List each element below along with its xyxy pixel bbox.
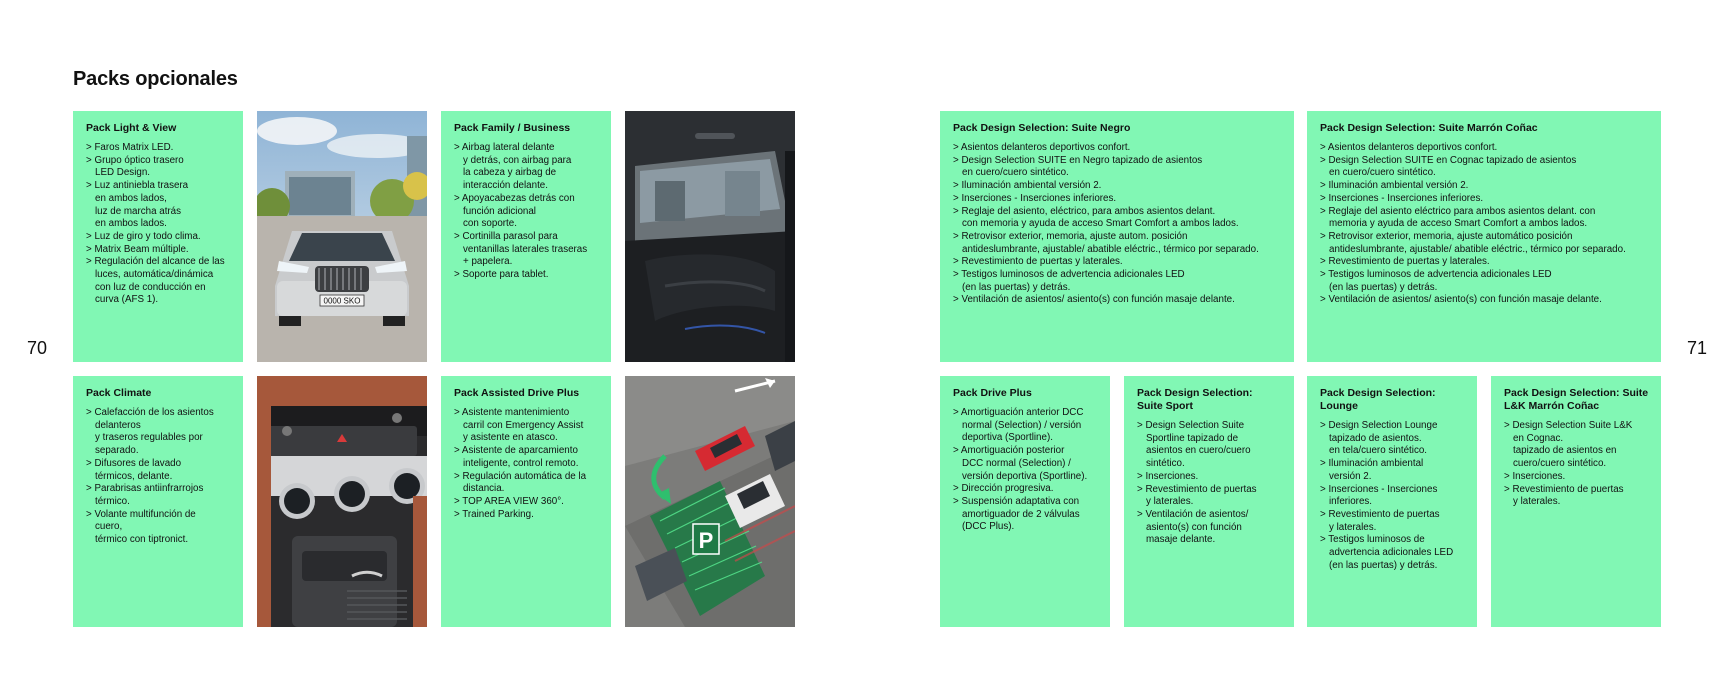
pack-title: Pack Light & View [86, 122, 177, 134]
pack-title: Pack Assisted Drive Plus [454, 387, 580, 399]
pack-feature-item: > Suspensión adaptativa con amortiguador de 2 válvulas (DCC Plus). [953, 496, 1100, 534]
pack-title: Pack Design Selection: Suite Negro [953, 122, 1131, 134]
pack-feature-item: > Reglaje del asiento eléctrico para ambos asientos delant. con memoria y ayuda de acceso Smart Comfort a ambos lados. [1320, 206, 1651, 231]
parking-sign: P [698, 528, 714, 553]
pack-feature-item: > Cortinilla parasol para ventanillas laterales traseras + papelera. [454, 231, 601, 269]
pack-feature-item: > Volante multifunción de cuero, térmico con tiptronict. [86, 509, 233, 547]
pack-feature-item: > Faros Matrix LED. [86, 142, 233, 155]
pack-feature-item: > Iluminación ambiental versión 2. [1320, 458, 1467, 483]
pack-feature-item: > Inserciones. [1504, 471, 1651, 484]
pack-feature-item: > Trained Parking. [454, 509, 601, 522]
license-plate: 0000 SKO [323, 296, 361, 306]
pack-suite-marron-conac [1307, 111, 1661, 362]
pack-feature-item: > Design Selection Lounge tapizado de asientos. en tela/cuero sintético. [1320, 420, 1467, 458]
pack-feature-item: > Retrovisor exterior, memoria, ajuste autom. posición antideslumbrante, ajustable/ abatible eléctric., térmico por separado. [953, 231, 1284, 256]
pack-feature-item: > Testigos luminosos de advertencia adicionales LED (en las puertas) y detrás. [1320, 269, 1651, 294]
pack-title: Pack Design Selection: Suite Sport [1137, 387, 1253, 412]
pack-light-view [73, 111, 243, 362]
page-number-left: 70 [27, 338, 48, 358]
pack-feature-item: > Revestimiento de puertas y laterales. [1137, 484, 1284, 509]
pack-feature-item: > Inserciones - Inserciones inferiores. [953, 193, 1284, 206]
pack-feature-list [1320, 420, 1467, 572]
pack-title: Pack Design Selection: Lounge [1320, 387, 1436, 412]
pack-feature-item: > Matrix Beam múltiple. [86, 244, 233, 257]
page-title: Packs opcionales [73, 68, 238, 90]
climate-controls-photo [257, 376, 427, 627]
pack-lounge [1307, 376, 1477, 627]
pack-feature-item: > Asistente de aparcamiento inteligente, control remoto. [454, 445, 601, 470]
pack-feature-item: > Revestimiento de puertas y laterales. [1504, 484, 1651, 509]
pack-feature-list [953, 142, 1284, 307]
pack-feature-item: > Regulación automática de la distancia. [454, 471, 601, 496]
pack-title: Pack Design Selection: Suite L&K Marrón Coñac [1504, 387, 1649, 412]
pack-feature-item: > Luz de giro y todo clima. [86, 231, 233, 244]
pack-feature-item: > Airbag lateral delante y detrás, con airbag para la cabeza y airbag de interacción delante. [454, 142, 601, 193]
pack-feature-item: > Design Selection Suite L&K en Cognac. tapizado de asientos en cuero/cuero sintético. [1504, 420, 1651, 471]
pack-feature-list [454, 407, 601, 521]
pack-feature-item: > Calefacción de los asientos delanteros y traseros regulables por separado. [86, 407, 233, 458]
pack-feature-item: > Apoyacabezas detrás con función adicional con soporte. [454, 193, 601, 231]
pack-feature-item: > Inserciones - Inserciones inferiores. [1320, 484, 1467, 509]
pack-feature-item: > Regulación del alcance de las luces, automática/dinámica con luz de conducción en curva (AFS 1). [86, 256, 233, 307]
pack-feature-item: > Asistente mantenimiento carril con Emergency Assist y asistente en atasco. [454, 407, 601, 445]
pack-feature-list [86, 142, 233, 307]
pack-feature-list [86, 407, 233, 547]
pack-feature-list [953, 407, 1100, 534]
page-number-right: 71 [1687, 338, 1708, 358]
pack-feature-item: > Testigos luminosos de advertencia adicionales LED (en las puertas) y detrás. [1320, 534, 1467, 572]
pack-drive-plus [940, 376, 1110, 627]
pack-feature-item: > Ventilación de asientos/ asiento(s) con función masaje delante. [1137, 509, 1284, 547]
pack-feature-item: > Design Selection SUITE en Negro tapizado de asientos en cuero/cuero sintético. [953, 155, 1284, 180]
pack-feature-item: > Revestimiento de puertas y laterales. [1320, 256, 1651, 269]
pack-title: Pack Design Selection: Suite Marrón Coñac [1320, 122, 1538, 134]
pack-feature-item: > Iluminación ambiental versión 2. [953, 180, 1284, 193]
parking-assist-photo [625, 376, 795, 627]
pack-feature-item: > Testigos luminosos de advertencia adicionales LED (en las puertas) y detrás. [953, 269, 1284, 294]
pack-title: Pack Climate [86, 387, 152, 399]
pack-feature-item: > Retrovisor exterior, memoria, ajuste automático posición antideslumbrante, ajustable/ abatible eléctric., térmico por separado. [1320, 231, 1651, 256]
pack-feature-item: > TOP AREA VIEW 360°. [454, 496, 601, 509]
pack-feature-item: > Difusores de lavado térmicos, delante. [86, 458, 233, 483]
pack-title: Pack Family / Business [454, 122, 571, 134]
pack-feature-item: > Ventilación de asientos/ asiento(s) con función masaje delante. [1320, 294, 1651, 307]
pack-feature-item: > Parabrisas antiinfrarrojos térmico. [86, 483, 233, 508]
pack-feature-item: > Asientos delanteros deportivos confort. [953, 142, 1284, 155]
pack-feature-item: > Luz antiniebla trasera en ambos lados, luz de marcha atrás en ambos lados. [86, 180, 233, 231]
pack-feature-list [454, 142, 601, 282]
pack-feature-list [1137, 420, 1284, 547]
pack-assisted-drive-plus [441, 376, 611, 627]
pack-feature-item: > Revestimiento de puertas y laterales. [953, 256, 1284, 269]
rear-door-photo [625, 111, 795, 362]
pack-feature-item: > Inserciones - Inserciones inferiores. [1320, 193, 1651, 206]
pack-suite-sport [1124, 376, 1294, 627]
pack-family-business [441, 111, 611, 362]
pack-title: Pack Drive Plus [953, 387, 1032, 399]
pack-feature-item: > Soporte para tablet. [454, 269, 601, 282]
car-front-photo [257, 111, 427, 362]
pack-suite-negro [940, 111, 1294, 362]
pack-feature-item: > Amortiguación posterior DCC normal (Selection) / versión deportiva (Sportline). [953, 445, 1100, 483]
pack-feature-item: > Amortiguación anterior DCC normal (Selection) / versión deportiva (Sportline). [953, 407, 1100, 445]
pack-feature-item: > Inserciones. [1137, 471, 1284, 484]
pack-feature-list [1504, 420, 1651, 509]
pack-feature-item: > Iluminación ambiental versión 2. [1320, 180, 1651, 193]
pack-feature-item: > Dirección progresiva. [953, 483, 1100, 496]
pack-feature-item: > Revestimiento de puertas y laterales. [1320, 509, 1467, 534]
pack-feature-item: > Design Selection SUITE en Cognac tapizado de asientos en cuero/cuero sintético. [1320, 155, 1651, 180]
pack-feature-item: > Ventilación de asientos/ asiento(s) con función masaje delante. [953, 294, 1284, 307]
pack-climate [73, 376, 243, 627]
pack-feature-item: > Design Selection Suite Sportline tapizado de asientos en cuero/cuero sintético. [1137, 420, 1284, 471]
pack-suite-lk-marron-conac [1491, 376, 1661, 627]
pack-feature-item: > Asientos delanteros deportivos confort. [1320, 142, 1651, 155]
pack-feature-list [1320, 142, 1651, 307]
pack-feature-item: > Grupo óptico trasero LED Design. [86, 155, 233, 180]
pack-feature-item: > Reglaje del asiento, eléctrico, para ambos asientos delant. con memoria y ayuda de acceso Smart Comfort a ambos lados. [953, 206, 1284, 231]
